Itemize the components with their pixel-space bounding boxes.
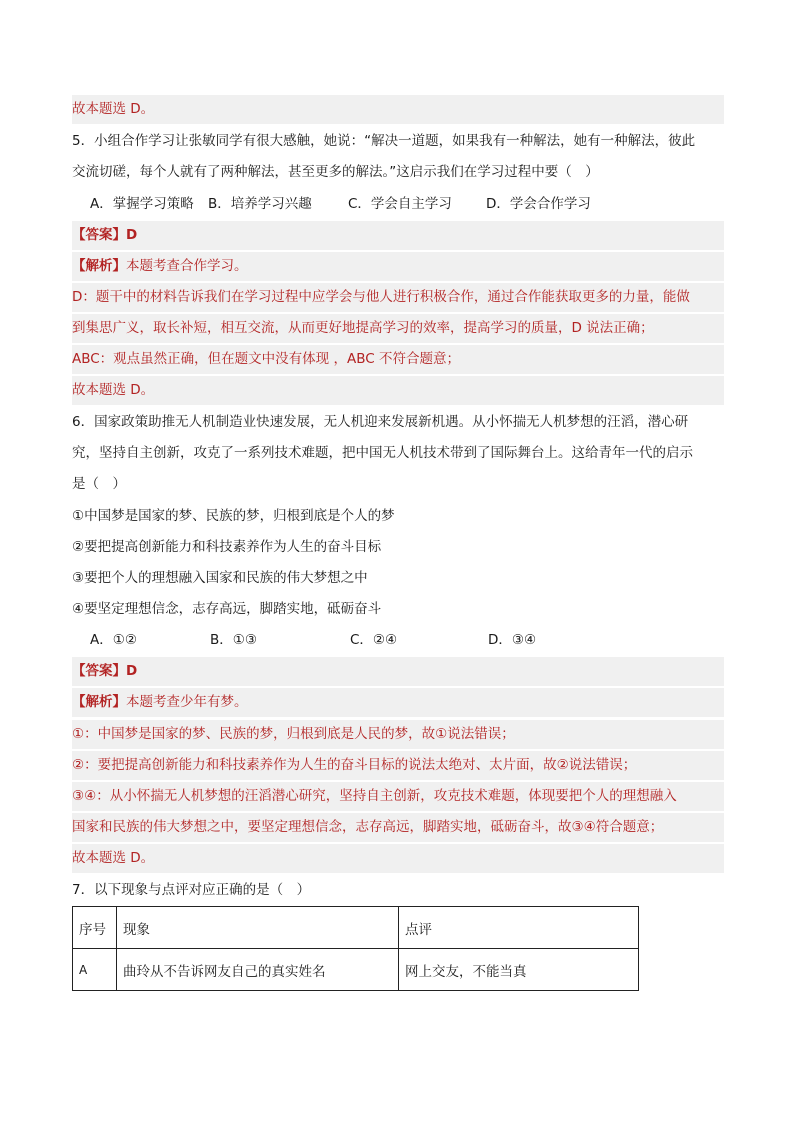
q5-stem-line-1: 5．小组合作学习让张敏同学有很大感触，她说：“解决一道题，如果我有一种解法，她有一种解法，彼此 bbox=[72, 133, 696, 149]
q6-options bbox=[72, 626, 672, 655]
q6-stem-line-3: 是（ ） bbox=[72, 476, 126, 492]
q5-option-d: D．学会合作学习 bbox=[486, 196, 591, 212]
q5-stem-line-2: 交流切磋，每个人就有了两种解法，甚至更多的解法。”这启示我们在学习过程中要（ ） bbox=[72, 164, 599, 180]
q5-analysis: 【解析】本题考查合作学习。 bbox=[72, 252, 724, 281]
q6-explanation-2: ②：要把提高创新能力和科技素养作为人生的奋斗目标的说法太绝对、太片面，故②说法错误； bbox=[72, 751, 724, 780]
q7-stem: 7．以下现象与点评对应正确的是（ ） bbox=[72, 882, 311, 898]
q4-conclusion: 故本题选 D。 bbox=[72, 95, 724, 124]
q6-option-c: C．②④ bbox=[350, 632, 398, 648]
table-header-cell: 点评 bbox=[399, 907, 639, 949]
q6-item-2: ②要把提高创新能力和科技素养作为人生的奋斗目标 bbox=[72, 539, 382, 555]
table-cell: 曲玲从不告诉网友自己的真实姓名 bbox=[117, 949, 399, 991]
q6-item-4: ④要坚定理想信念，志存高远，脚踏实地，砥砺奋斗 bbox=[72, 601, 382, 617]
q6-stem-line-1: 6．国家政策助推无人机制造业快速发展，无人机迎来发展新机遇。从小怀揣无人机梦想的汪滔，潜心研 bbox=[72, 414, 689, 430]
q5-option-b: B．培养学习兴趣 bbox=[208, 196, 312, 212]
table-header-row bbox=[73, 907, 639, 949]
table-row bbox=[73, 949, 639, 991]
q6-explanation-1: ①：中国梦是国家的梦、民族的梦，归根到底是人民的梦，故①说法错误； bbox=[72, 720, 724, 749]
q5-explanation-1: D：题干中的材料告诉我们在学习过程中应学会与他人进行积极合作，通过合作能获取更多的力量，能做 bbox=[72, 283, 724, 312]
q5-explanation-2: 到集思广义，取长补短，相互交流，从而更好地提高学习的效率，提高学习的质量，D 说法正确； bbox=[72, 314, 724, 343]
table-header-cell: 现象 bbox=[117, 907, 399, 949]
q6-stem-line-2: 究，坚持自主创新，攻克了一系列技术难题，把中国无人机技术带到了国际舞台上。这给青年一代的启示 bbox=[72, 445, 693, 461]
q6-answer: 【答案】D bbox=[72, 657, 724, 686]
table-header-cell: 序号 bbox=[73, 907, 117, 949]
q5-option-c: C．学会自主学习 bbox=[348, 196, 452, 212]
table-cell: A bbox=[73, 949, 117, 991]
q6-explanation-3: ③④：从小怀揣无人机梦想的汪滔潜心研究，坚持自主创新，攻克技术难题，体现要把个人的理想融入 bbox=[72, 782, 724, 811]
q6-option-d: D．③④ bbox=[488, 632, 537, 648]
q6-conclusion: 故本题选 D。 bbox=[72, 844, 724, 873]
q6-analysis: 【解析】本题考查少年有梦。 bbox=[72, 688, 724, 717]
q5-options bbox=[72, 190, 672, 219]
q7-table bbox=[72, 906, 639, 991]
q5-explanation-3: ABC：观点虽然正确，但在题文中没有体现 ，ABC 不符合题意； bbox=[72, 345, 724, 374]
q6-option-a: A．①② bbox=[90, 632, 137, 648]
q5-answer: 【答案】D bbox=[72, 221, 724, 250]
q6-item-3: ③要把个人的理想融入国家和民族的伟大梦想之中 bbox=[72, 570, 368, 586]
q6-item-1: ①中国梦是国家的梦、民族的梦，归根到底是个人的梦 bbox=[72, 508, 395, 524]
q5-option-a: A．掌握学习策略 bbox=[90, 196, 194, 212]
q6-explanation-4: 国家和民族的伟大梦想之中，要坚定理想信念，志存高远，脚踏实地，砥砺奋斗，故③④符合题意； bbox=[72, 813, 724, 842]
table-cell: 网上交友，不能当真 bbox=[399, 949, 639, 991]
q5-conclusion: 故本题选 D。 bbox=[72, 376, 724, 405]
q6-option-b: B．①③ bbox=[210, 632, 257, 648]
